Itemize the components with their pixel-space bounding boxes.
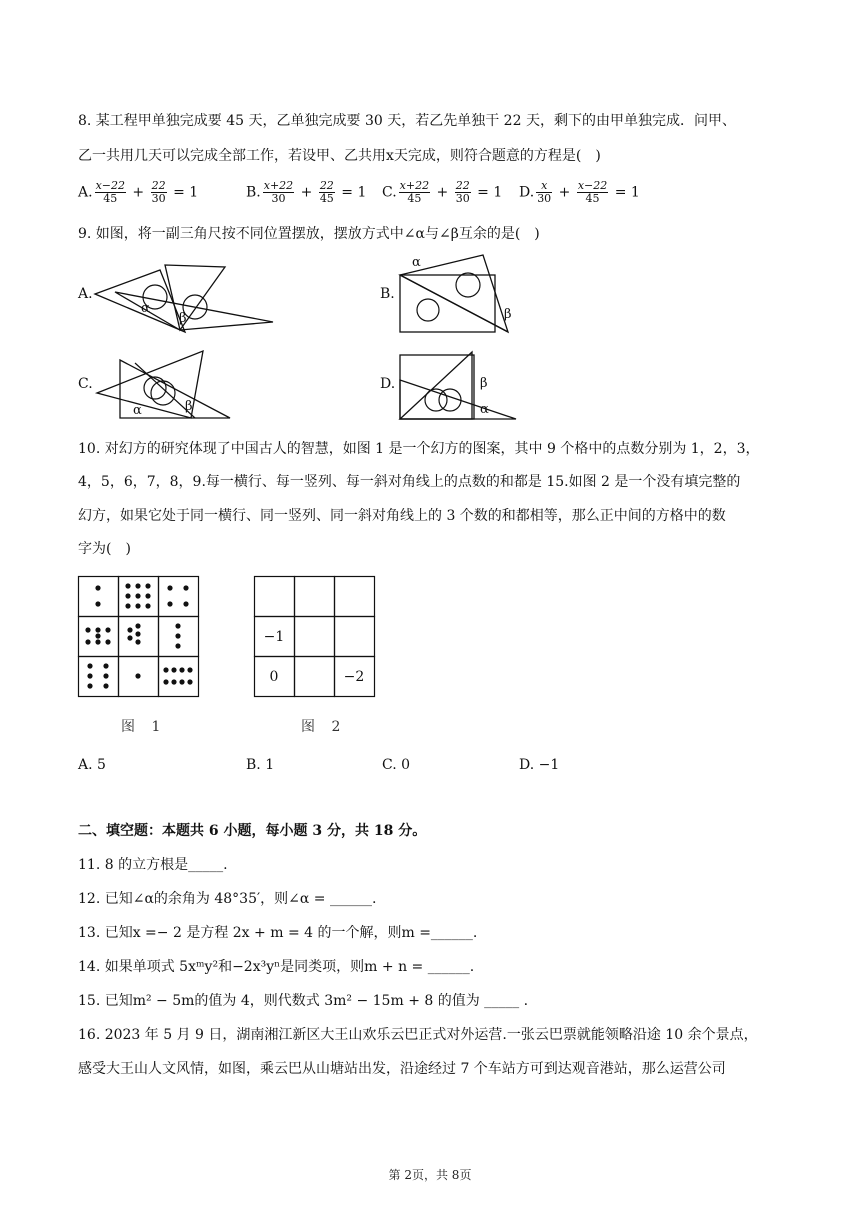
q9-figure-b <box>398 250 523 335</box>
equation-rhs: = 1 <box>168 184 199 201</box>
fig1-dot <box>127 635 132 640</box>
fig1-dot <box>125 593 130 598</box>
q8-option-a[interactable] <box>78 180 198 205</box>
fig1-dot <box>135 623 140 628</box>
fig1-dot <box>85 627 90 632</box>
q11: 11. 8 的立方根是_____. <box>78 857 228 873</box>
q15: 15. 已知m² − 5m的值为 4，则代数式 3m² − 15m + 8 的值为 _____ . <box>78 993 529 1009</box>
q9-d-beta: β <box>480 376 488 391</box>
fig1-dot <box>125 583 130 588</box>
operator: + <box>127 184 149 201</box>
fig1-dot <box>167 585 172 590</box>
fig1-dot <box>145 593 150 598</box>
fig1-dot <box>163 679 168 684</box>
fig2-cell-7 <box>295 657 335 697</box>
fraction-1: $\frac{x+22}{45}$ <box>399 179 430 205</box>
fig1-dot <box>87 673 92 678</box>
fig1-cell-0 <box>79 577 119 617</box>
q10-option-c[interactable]: C. 0 <box>382 757 411 773</box>
q9-option-b-label[interactable]: B. <box>380 286 395 302</box>
fig2-cell-value: −2 <box>343 669 365 685</box>
operator: + <box>554 184 575 201</box>
q9-c-alpha: α <box>133 403 142 418</box>
q9-figure-c <box>95 348 235 423</box>
q8-stem-line2: 乙一共用几天可以完成全部工作，若设甲、乙共用x天完成，则符合题意的方程是( ) <box>78 148 601 164</box>
fig1-dot <box>179 679 184 684</box>
fraction-2: $\frac{22}{45}$ <box>319 179 334 205</box>
q9-a-alpha: α <box>141 301 150 316</box>
q12: 12. 已知∠α的余角为 48°35′，则∠α = ______. <box>78 891 377 907</box>
fig1-dot <box>145 583 150 588</box>
fig1-dot <box>105 627 110 632</box>
fig1-dot <box>95 633 100 638</box>
fig1-dot <box>135 603 140 608</box>
q9-option-c-label[interactable]: C. <box>78 376 93 392</box>
q8-stem-line1: 8. 某工程甲单独完成要 45 天，乙单独完成要 30 天，若乙先单独干 22 天，剩下的由甲单独完成．问甲、 <box>78 113 736 129</box>
fig2-cell-0 <box>255 577 295 617</box>
fig1-dot <box>95 639 100 644</box>
fig1-dot <box>171 667 176 672</box>
option-letter: D. <box>519 184 535 201</box>
q9-figure-a <box>95 262 280 332</box>
q9-figure-d <box>398 350 523 422</box>
q13: 13. 已知x =− 2 是方程 2x + m = 4 的一个解，则m =______. <box>78 925 478 941</box>
fig1-dot <box>135 631 140 636</box>
fig1-dot <box>95 627 100 632</box>
magic-square-figure-1 <box>78 576 198 696</box>
fig1-dot <box>187 679 192 684</box>
q16-stem-line2: 感受大王山人文风情，如图，乘云巴从山塘站出发，沿途经过 7 个车站方可到达观音港站，那么运营公司 <box>78 1061 726 1077</box>
q9-option-d-label[interactable]: D. <box>380 376 396 392</box>
q8-option-b[interactable] <box>246 180 366 205</box>
fig1-dot <box>95 601 100 606</box>
fig1-dot <box>175 643 180 648</box>
fig1-cell-8 <box>159 657 199 697</box>
fig1-dot <box>87 663 92 668</box>
fig1-dot <box>103 663 108 668</box>
equation-rhs: = 1 <box>610 184 640 201</box>
fig1-dot <box>145 603 150 608</box>
q10-option-a[interactable]: A. 5 <box>78 757 106 773</box>
fig1-dot <box>87 683 92 688</box>
q10-option-d[interactable]: D. −1 <box>519 757 560 773</box>
fig1-dot <box>95 585 100 590</box>
fig1-dot <box>85 639 90 644</box>
equation-rhs: = 1 <box>336 184 367 201</box>
fraction-1: $\frac{x+22}{30}$ <box>263 179 294 205</box>
fig1-dot <box>103 683 108 688</box>
q9-stem: 9. 如图，将一副三角尺按不同位置摆放，摆放方式中∠α与∠β互余的是( ) <box>78 226 540 242</box>
fraction-2: $\frac{22}{30}$ <box>151 179 166 205</box>
q9-b-beta: β <box>504 307 512 322</box>
magic-square-figure-2 <box>254 576 374 696</box>
fig2-cell-5 <box>335 617 375 657</box>
q14: 14. 如果单项式 5xᵐy²和−2x³yⁿ是同类项，则m + n = ______. <box>78 959 475 975</box>
fig2-cell-1 <box>295 577 335 617</box>
fig1-cell-6 <box>79 657 119 697</box>
fig1-dot <box>183 585 188 590</box>
fraction-2: $\frac{22}{30}$ <box>455 179 470 205</box>
fig1-dot <box>167 601 172 606</box>
section-2-heading: 二、填空题：本题共 6 小题，每小题 3 分，共 18 分。 <box>78 823 427 839</box>
fig1-dot <box>135 673 140 678</box>
operator: + <box>432 184 453 201</box>
q9-b-alpha: α <box>412 255 421 270</box>
fig1-dot <box>163 667 168 672</box>
fig1-dot <box>135 593 140 598</box>
figure-1-caption: 图 1 <box>121 719 167 735</box>
q10-option-b[interactable]: B. 1 <box>246 757 275 773</box>
q9-a-beta: β <box>179 311 187 326</box>
fig1-dot <box>127 627 132 632</box>
q9-d-alpha: α <box>480 402 489 417</box>
q8-option-c[interactable] <box>382 180 502 205</box>
q10-stem-line4: 字为( ) <box>78 541 131 557</box>
fig2-cell-4 <box>295 617 335 657</box>
q10-stem-line2: 4，5，6，7，8，9.每一横行、每一竖列、每一斜对角线上的点数的和都是 15.如图 2 是一个没有填完整的 <box>78 474 741 490</box>
option-letter: A. <box>78 184 93 201</box>
fraction-1: $\frac{x-22}{45}$ <box>95 179 125 205</box>
q10-stem-line1: 10. 对幻方的研究体现了中国古人的智慧，如图 1 是一个幻方的图案，其中 9 个格中的点数分别为 1，2，3， <box>78 441 760 457</box>
fig1-dot <box>183 601 188 606</box>
q8-option-d[interactable] <box>519 180 640 205</box>
fig2-cell-value: 0 <box>269 669 279 685</box>
page-footer: 第 2页，共 8页 <box>388 1168 472 1182</box>
operator: + <box>296 184 317 201</box>
fig1-cell-2 <box>159 577 199 617</box>
fig1-dot <box>187 667 192 672</box>
fig2-cell-value: −1 <box>263 629 285 645</box>
q16-stem-line1: 16. 2023 年 5 月 9 日，湖南湘江新区大王山欢乐云巴正式对外运营.一张云巴票就能领略沿途 10 余个景点， <box>78 1027 758 1043</box>
q9-c-beta: β <box>185 399 193 414</box>
fraction-2: $\frac{x-22}{45}$ <box>577 179 608 205</box>
fig1-dot <box>103 673 108 678</box>
fig1-dot <box>105 639 110 644</box>
q9-option-a-label[interactable]: A. <box>78 286 93 302</box>
q10-stem-line3: 幻方，如果它处于同一横行、同一竖列、同一斜对角线上的 3 个数的和都相等，那么正中间的方格中的数 <box>78 508 726 524</box>
fig1-dot <box>125 603 130 608</box>
equation-rhs: = 1 <box>472 184 503 201</box>
option-letter: B. <box>246 184 261 201</box>
fig1-dot <box>135 583 140 588</box>
fig1-dot <box>175 623 180 628</box>
figure-2-caption: 图 2 <box>301 719 347 735</box>
fig2-cell-2 <box>335 577 375 617</box>
option-letter: C. <box>382 184 397 201</box>
fig1-dot <box>171 679 176 684</box>
fig1-dot <box>179 667 184 672</box>
fraction-1: $\frac{x}{30}$ <box>537 179 552 205</box>
fig1-dot <box>175 633 180 638</box>
fig1-dot <box>135 639 140 644</box>
